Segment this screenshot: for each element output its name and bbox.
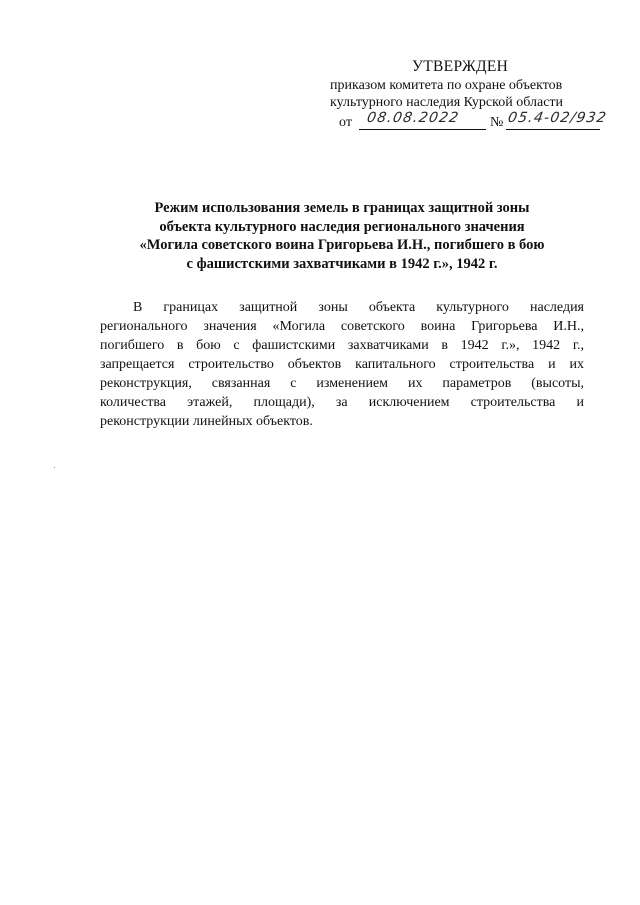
approval-line-2: культурного наследия Курской области: [330, 95, 564, 110]
order-date-field: [359, 112, 486, 130]
title-line-3: «Могила советского воина Григорьева И.Н., погибшего в бою: [139, 237, 545, 253]
title-line-4: с фашистскими захватчиками в 1942 г.», 1942 г.: [186, 255, 498, 272]
order-date-handwritten: 08.08.2022: [365, 110, 461, 126]
order-number-field: [506, 110, 609, 130]
body-line-3: погибшего в бою с фашистскими захватчиками в 1942 г.», 1942 г.,: [100, 338, 584, 353]
title-line-2: объекта культурного наследия регионального значения: [159, 218, 525, 235]
from-label: от: [339, 115, 352, 130]
body-line-5: реконструкция, связанная с изменением их параметров (высоты,: [100, 376, 584, 391]
document-title: [100, 199, 584, 273]
order-date-number-row: [330, 110, 609, 132]
approved-heading: УТВЕРЖДЕН: [412, 58, 509, 75]
scan-speck: [54, 467, 55, 468]
body-line-6: количества этажей, площади), за исключением строительства и: [100, 395, 584, 410]
order-number-handwritten: 05.4-02/932: [506, 110, 609, 126]
body-line-1: В границах защитной зоны объекта культурного наследия: [133, 300, 584, 315]
number-label: №: [490, 115, 504, 130]
body-line-7: реконструкции линейных объектов.: [100, 414, 313, 429]
body-paragraph: [100, 298, 584, 431]
body-line-4: запрещается строительство объектов капитального строительства и их: [100, 357, 584, 372]
title-line-1: Режим использования земель в границах защитной зоны: [154, 200, 530, 216]
approval-line-1: приказом комитета по охране объектов: [330, 78, 563, 93]
approval-stamp-block: [330, 58, 609, 132]
body-line-2: регионального значения «Могила советского воина Григорьева И.Н.,: [100, 319, 584, 334]
